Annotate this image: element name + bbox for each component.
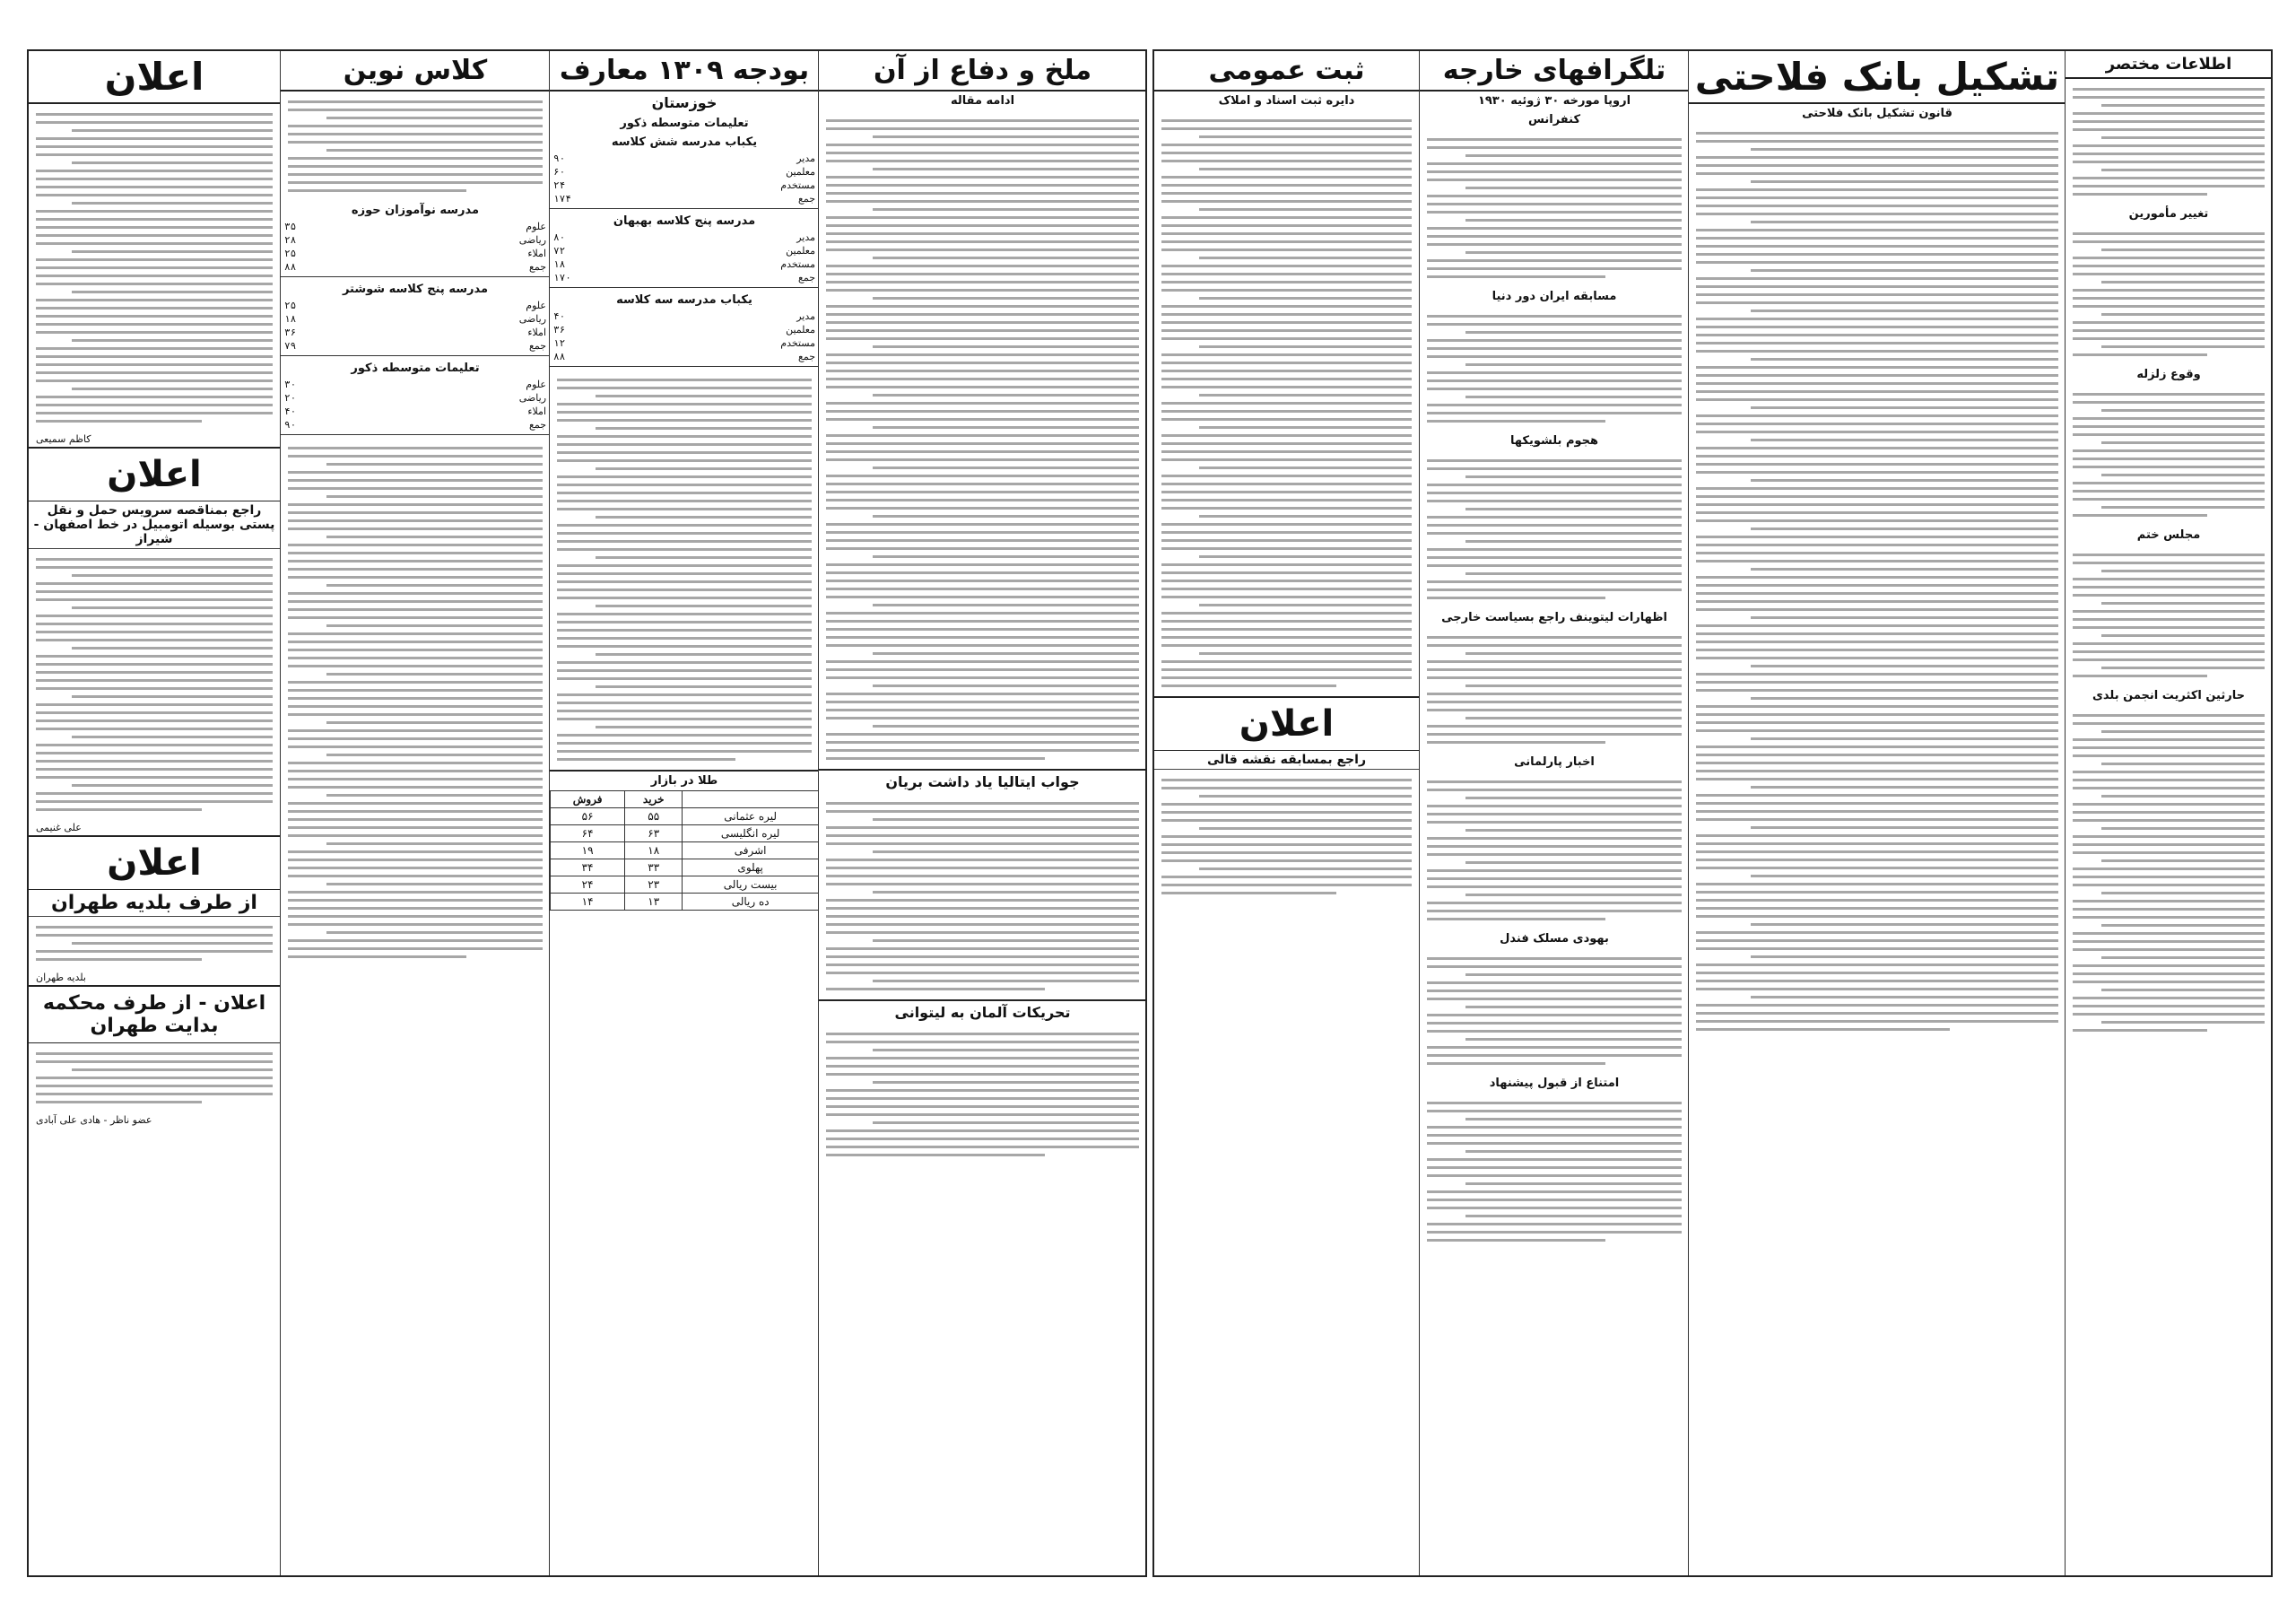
- row-label: جمع: [528, 340, 546, 352]
- row-value: ۱۷۰: [553, 272, 571, 283]
- table-row: [550, 152, 819, 165]
- news-headline: اظهارات لیتوینف راجع بسیاست خارجی: [1441, 611, 1667, 624]
- row-label: مدیر: [796, 153, 815, 164]
- text-lines: [1420, 306, 1689, 432]
- gold-sell: ۱۴: [551, 894, 625, 911]
- table-row: [281, 378, 550, 391]
- table-row: [550, 350, 819, 363]
- row-value: ۸۸: [553, 351, 566, 362]
- ad3-title: اعلان: [29, 835, 280, 890]
- gold-header-sell: فروش: [551, 791, 625, 808]
- text-lines: [1420, 1093, 1689, 1251]
- row-label: علوم: [526, 221, 546, 232]
- bank-sub: قانون تشکیل بانک فلاحتی: [1802, 107, 1952, 120]
- misc-headline: وقوع زلزله: [2136, 368, 2201, 381]
- ad4-body: [29, 1043, 280, 1112]
- text-lines: [1420, 772, 1689, 929]
- table-row: [281, 339, 550, 353]
- ad1-title: اعلان: [29, 51, 280, 104]
- text-lines: [2066, 384, 2272, 526]
- school-name: یکباب مدرسه سه کلاسه: [616, 293, 752, 307]
- bank-body: [1689, 123, 2066, 1040]
- misc-column: [2065, 51, 2272, 1575]
- school-name: مدرسه پنج کلاسه بهبهان: [613, 214, 756, 228]
- row-label: مستخدم: [780, 337, 815, 349]
- table-row: [550, 244, 819, 257]
- table-row: [551, 842, 819, 859]
- row-value: ۸۰: [553, 231, 566, 243]
- general-ad-subtitle: راجع بمسابقه نقشه قالی: [1154, 751, 1419, 770]
- general-ad-title: اعلان: [1154, 696, 1419, 751]
- row-value: ۳۰: [284, 379, 297, 390]
- table-row: [551, 859, 819, 876]
- gold-buy: ۳۳: [625, 859, 683, 876]
- telegram-column: [1419, 51, 1689, 1575]
- telegram-items: [1420, 110, 1689, 1251]
- gold-sell: ۱۹: [551, 842, 625, 859]
- budget-title: بودجه ۱۳۰۹ معارف: [550, 51, 819, 92]
- table-row: [281, 260, 550, 274]
- row-label: جمع: [797, 351, 815, 362]
- defense-column: [818, 51, 1146, 1575]
- table-row: [281, 391, 550, 405]
- school-name: مدرسه پنج کلاسه شوشتر: [342, 283, 489, 296]
- ad3-body: [29, 917, 280, 970]
- table-row: [281, 247, 550, 260]
- table-row: [550, 310, 819, 323]
- ad4-title: اعلان - از طرف محکمه بدایت طهران: [29, 985, 280, 1043]
- text-lines: [2066, 545, 2272, 686]
- defense-title: ملخ و دفاع از آن: [819, 51, 1146, 92]
- ad3-signature: بلدیه طهران: [36, 972, 86, 983]
- divider: [281, 434, 550, 435]
- general-body: [1154, 110, 1419, 696]
- row-value: ۱۸: [553, 258, 566, 270]
- row-label: ریاضی: [518, 392, 546, 404]
- table-row: [551, 876, 819, 894]
- row-label: املاء: [527, 327, 546, 338]
- text-lines: [1420, 627, 1689, 753]
- ad2-body: [29, 549, 280, 820]
- class-intro: [281, 92, 550, 201]
- budget-schools: [550, 133, 819, 367]
- budget-body: [550, 370, 819, 770]
- table-row: [550, 336, 819, 350]
- news-headline: کنفرانس: [1527, 113, 1581, 126]
- text-lines: [1420, 948, 1689, 1074]
- row-label: مستخدم: [780, 258, 815, 270]
- table-row: [551, 825, 819, 842]
- class-title: کلاس نوین: [281, 51, 550, 92]
- bank-title: تشکیل بانک فلاحتی: [1689, 51, 2066, 104]
- italy-title: جواب ایتالیا یاد داشت بریان: [885, 773, 1080, 790]
- gold-buy: ۶۳: [625, 825, 683, 842]
- gold-sell: ۵۶: [551, 808, 625, 825]
- table-row: [281, 405, 550, 418]
- gold-item: اشرفی: [683, 842, 819, 859]
- table-row: [550, 271, 819, 284]
- table-row: [281, 220, 550, 233]
- ad2-subtitle: راجع بمناقصه سرویس حمل و نقل پستی بوسیله اتومبیل در خط اصفهان - شیراز: [29, 501, 280, 549]
- row-value: ۲۵: [284, 300, 297, 311]
- table-row: [281, 326, 550, 339]
- row-label: معلمین: [786, 166, 815, 178]
- gold-header-item: [683, 791, 819, 808]
- text-lines: [2066, 705, 2272, 1041]
- general-notice: دایره ثبت اسناد و املاک: [1218, 94, 1355, 108]
- ad3-subtitle: از طرف بلدیه طهران: [29, 890, 280, 917]
- row-value: ۳۶: [553, 324, 566, 336]
- news-headline: اخبار پارلمانی: [1514, 755, 1595, 769]
- budget-sub: تعلیمات متوسطه ذکور: [620, 117, 749, 130]
- row-label: مدیر: [796, 310, 815, 322]
- budget-region: خوزستان: [651, 94, 718, 111]
- gold-item: پهلوی: [683, 859, 819, 876]
- class-body: [281, 438, 550, 967]
- gold-title: طلا در بازار: [650, 774, 718, 788]
- school-name: یکباب مدرسه شش کلاسه: [611, 135, 758, 149]
- school-name: مدرسه نوآموزان حوزه: [351, 204, 480, 217]
- row-label: مستخدم: [780, 179, 815, 191]
- gold-buy: ۵۵: [625, 808, 683, 825]
- italy-body: [819, 793, 1146, 999]
- row-value: ۴۰: [553, 310, 566, 322]
- row-value: ۳۶: [284, 327, 297, 338]
- row-value: ۸۸: [284, 261, 297, 273]
- table-row: [281, 233, 550, 247]
- bank-column: [1688, 51, 2066, 1575]
- gold-buy: ۲۳: [625, 876, 683, 894]
- row-label: ریاضی: [518, 313, 546, 325]
- misc-headline: مجلس ختم: [2136, 528, 2201, 542]
- school-table: [550, 231, 819, 284]
- row-value: ۷۹: [284, 340, 297, 352]
- table-row: [550, 257, 819, 271]
- gold-item: لیره انگلیسی: [683, 825, 819, 842]
- row-value: ۱۸: [284, 313, 297, 325]
- gold-item: لیره عثمانی: [683, 808, 819, 825]
- news-headline: امتناع از قبول پیشنهاد: [1489, 1077, 1620, 1090]
- row-value: ۱۲: [553, 337, 566, 349]
- row-value: ۲۰: [284, 392, 297, 404]
- table-row: [550, 192, 819, 205]
- gold-item: ده ریالی: [683, 894, 819, 911]
- table-row: [281, 299, 550, 312]
- news-headline: بهودی مسلک فندل: [1500, 932, 1609, 946]
- row-value: ۱۷۴: [553, 193, 571, 205]
- italy-section: [819, 769, 1146, 999]
- text-lines: [2066, 79, 2272, 205]
- divider: [550, 287, 819, 288]
- general-ad-body: [1154, 770, 1419, 903]
- school-table: [550, 310, 819, 363]
- row-value: ۶۰: [553, 166, 566, 178]
- row-label: جمع: [797, 193, 815, 205]
- lithuania-title: تحریکات آلمان به لیتوانی: [894, 1004, 1071, 1021]
- row-label: علوم: [526, 300, 546, 311]
- budget-column: [549, 51, 819, 1575]
- telegram-title: تلگرافهای خارجه: [1420, 51, 1689, 92]
- gold-table: [550, 790, 819, 911]
- class-column: [280, 51, 550, 1575]
- ad2-signature: علی غنیمی: [36, 822, 82, 833]
- divider: [550, 366, 819, 367]
- school-table: [281, 378, 550, 432]
- gold-buy: ۱۳: [625, 894, 683, 911]
- gold-sell: ۲۴: [551, 876, 625, 894]
- misc-title: اطلاعات مختصر: [2066, 51, 2272, 79]
- row-value: ۷۲: [553, 245, 566, 257]
- misc-headline: حارثین اکثریت انجمن بلدی: [2092, 689, 2245, 702]
- table-row: [551, 894, 819, 911]
- row-label: املاء: [527, 248, 546, 259]
- ad4-signature: عضو ناظر - هادی علی آبادی: [36, 1114, 152, 1126]
- divider: [550, 208, 819, 209]
- school-table: [281, 220, 550, 274]
- row-label: معلمین: [786, 245, 815, 257]
- lithuania-body: [819, 1024, 1146, 1165]
- row-value: ۴۰: [284, 405, 297, 417]
- row-label: جمع: [528, 419, 546, 431]
- table-row: [551, 808, 819, 825]
- school-name: تعلیمات متوسطه ذکور: [351, 362, 480, 375]
- school-table: [281, 299, 550, 353]
- table-row: [550, 165, 819, 179]
- text-lines: [1420, 450, 1689, 608]
- ad1-body: [29, 104, 280, 432]
- text-lines: [1420, 129, 1689, 287]
- row-value: ۲۸: [284, 234, 297, 246]
- row-label: علوم: [526, 379, 546, 390]
- misc-items: [2066, 79, 2272, 1041]
- gold-header-buy: خرید: [625, 791, 683, 808]
- table-row: [550, 323, 819, 336]
- gold-market: [550, 770, 819, 911]
- gold-item: بیست ریالی: [683, 876, 819, 894]
- row-value: ۳۵: [284, 221, 297, 232]
- row-label: املاء: [527, 405, 546, 417]
- school-table: [550, 152, 819, 205]
- defense-body: [819, 110, 1146, 769]
- row-label: جمع: [797, 272, 815, 283]
- row-label: جمع: [528, 261, 546, 273]
- text-lines: [2066, 223, 2272, 365]
- table-row: [281, 312, 550, 326]
- gold-sell: ۶۴: [551, 825, 625, 842]
- row-value: ۲۵: [284, 248, 297, 259]
- telegram-sub: اروپا مورخه ۳۰ ژوئیه ۱۹۳۰: [1477, 94, 1631, 108]
- row-label: مدیر: [796, 231, 815, 243]
- row-value: ۹۰: [284, 419, 297, 431]
- right-newspaper-page: [1152, 49, 2273, 1577]
- row-value: ۲۴: [553, 179, 566, 191]
- misc-headline: تغییر مأمورین: [2128, 207, 2209, 221]
- class-schools: [281, 201, 550, 435]
- left-newspaper-page: [27, 49, 1147, 1577]
- lithuania-section: [819, 999, 1146, 1165]
- divider: [281, 355, 550, 356]
- ad1-signature: کاظم سمیعی: [36, 433, 91, 445]
- row-label: ریاضی: [518, 234, 546, 246]
- defense-sub: ادامه مقاله: [950, 94, 1015, 108]
- row-value: ۹۰: [553, 153, 566, 164]
- table-row: [550, 179, 819, 192]
- table-row: [281, 418, 550, 432]
- table-row: [550, 231, 819, 244]
- news-headline: هجوم بلشویکها: [1509, 434, 1599, 448]
- ad2-title: اعلان: [29, 447, 280, 501]
- row-label: معلمین: [786, 324, 815, 336]
- general-title: ثبت عمومی: [1154, 51, 1419, 92]
- divider: [281, 276, 550, 277]
- ads-column: [29, 51, 280, 1575]
- gold-buy: ۱۸: [625, 842, 683, 859]
- news-headline: مسابقه ایران دور دنیا: [1492, 290, 1617, 303]
- general-registry-column: [1154, 51, 1419, 1575]
- gold-sell: ۳۴: [551, 859, 625, 876]
